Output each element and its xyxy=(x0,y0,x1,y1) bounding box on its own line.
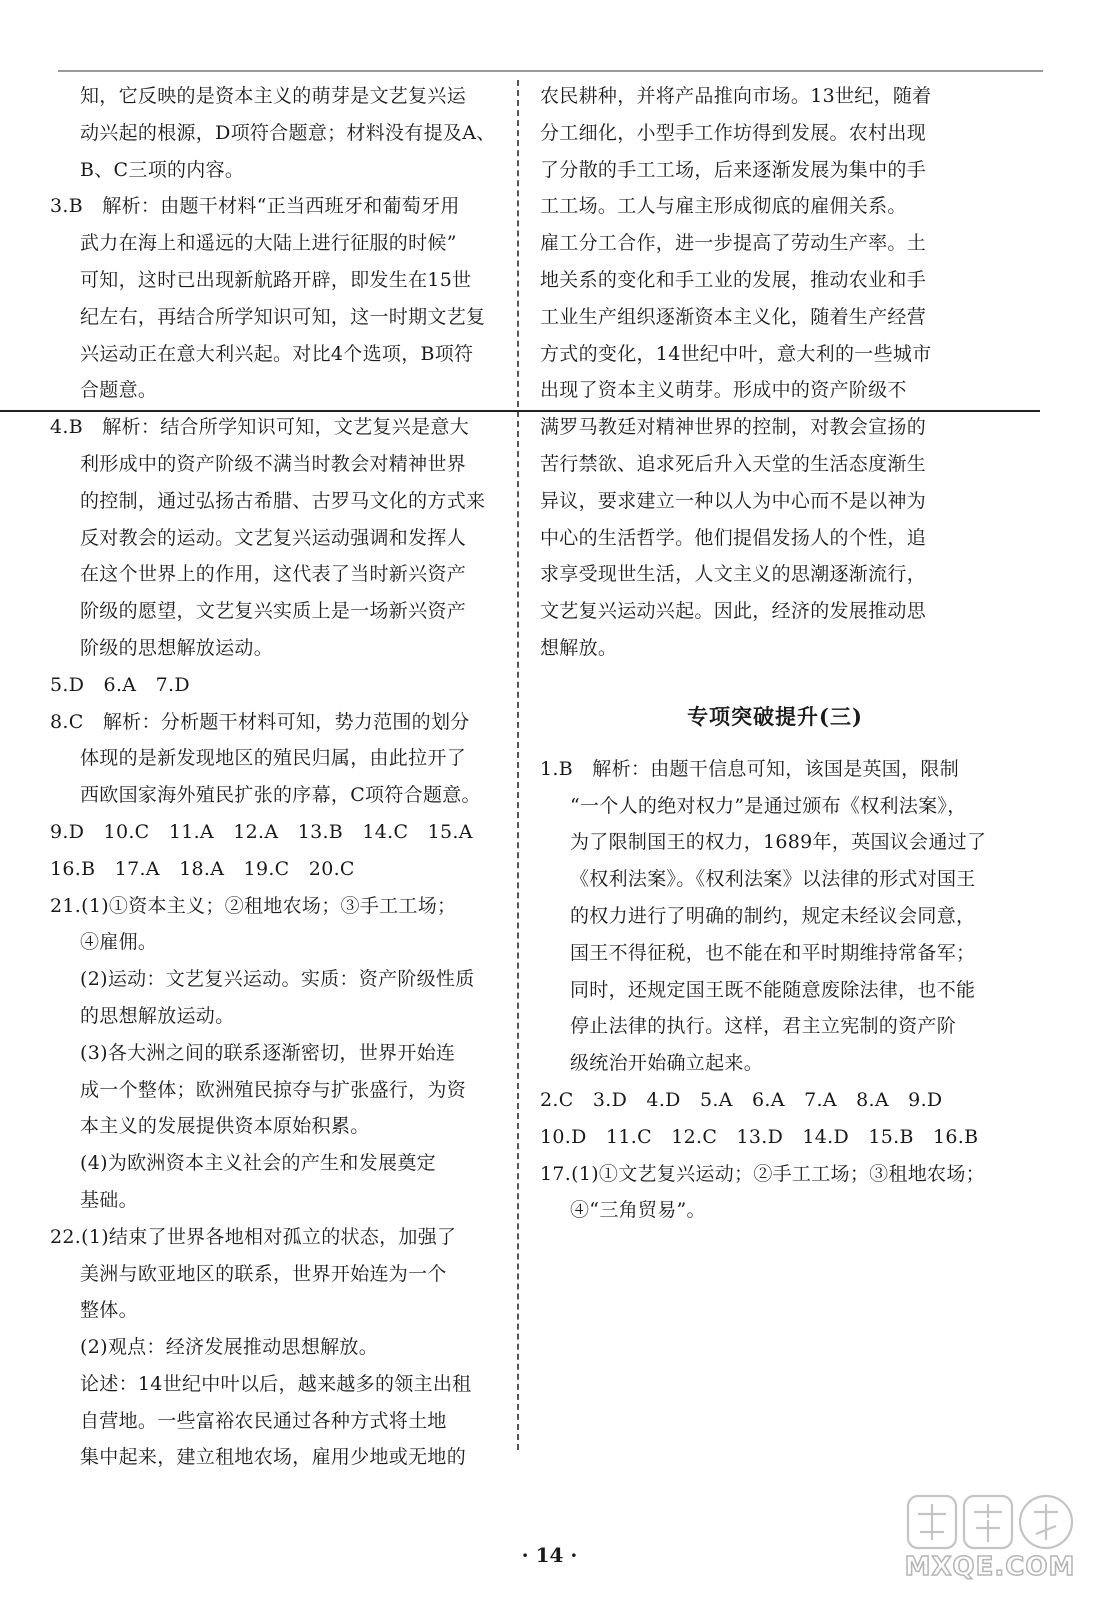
text-line: 农民耕种，并将产品推向市场。13世纪，随着 xyxy=(540,85,932,107)
text-line: 5.D 6.A 7.D xyxy=(50,673,190,696)
watermark-text: MXQE.COM xyxy=(904,1552,1076,1582)
text-line: 停止法律的执行。这样，君主立宪制的资产阶 xyxy=(570,1015,957,1038)
right-bottom-text xyxy=(540,751,1010,1229)
text-line: 基础。 xyxy=(80,1188,138,1211)
text-line: 本主义的发展提供资本原始积累。 xyxy=(80,1115,370,1138)
text-line: 美洲与欧亚地区的联系，世界开始连为一个 xyxy=(80,1262,447,1285)
text-line: (4)为欧洲资本主义社会的产生和发展奠定 xyxy=(80,1152,436,1175)
column-divider xyxy=(517,80,519,1450)
text-line: 出现了资本主义萌芽。形成中的资产阶级不 xyxy=(540,379,907,402)
watermark-icon xyxy=(900,1490,1080,1554)
text-line: 21.(1)①资本主义；②租地农场；③手工工场； xyxy=(50,894,457,917)
text-line: 纪左右，再结合所学知识可知，这一时期文艺复 xyxy=(80,305,486,328)
text-line: 动兴起的根源，D项符合题意；材料没有提及A、 xyxy=(80,121,496,144)
text-line: 在这个世界上的作用，这代表了当时新兴资产 xyxy=(80,563,467,586)
text-line: 武力在海上和遥远的大陆上进行征服的时候” xyxy=(80,232,457,255)
text-line: 9.D 10.C 11.A 12.A 13.B 14.C 15.A xyxy=(50,820,473,843)
text-line: 地关系的变化和手工业的发展，推动农业和手 xyxy=(540,268,927,291)
text-line: 级统治开始确立起来。 xyxy=(570,1052,764,1075)
top-rule xyxy=(58,70,1043,72)
text-line: 22.(1)结束了世界各地相对孤立的状态，加强了 xyxy=(50,1225,457,1248)
right-column xyxy=(540,78,1010,1229)
text-line: 西欧国家海外殖民扩张的序幕，C项符合题意。 xyxy=(80,784,481,807)
text-line: 方式的变化，14世纪中叶，意大利的一些城市 xyxy=(540,342,932,365)
text-line: 2.C 3.D 4.D 5.A 6.A 7.A 8.A 9.D xyxy=(540,1088,943,1111)
right-top-text xyxy=(540,78,1010,667)
text-line: 中心的生活哲学。他们提倡发扬人的个性，追 xyxy=(540,526,927,549)
text-line: 反对教会的运动。文艺复兴运动强调和发挥人 xyxy=(80,526,467,549)
page-number: · 14 · xyxy=(521,1543,578,1567)
text-line: 合题意。 xyxy=(80,379,158,402)
text-line: 工工场。工人与雇主形成彻底的雇佣关系。 xyxy=(540,195,907,218)
text-line: “一个人的绝对权力”是通过颁布《权利法案》， xyxy=(570,794,967,817)
text-line: (3)各大洲之间的联系逐渐密切，世界开始连 xyxy=(80,1041,456,1064)
left-column xyxy=(50,78,505,1476)
text-line: 利形成中的资产阶级不满当时教会对精神世界 xyxy=(80,452,467,475)
text-line: 阶级的思想解放运动。 xyxy=(80,636,274,659)
text-line: 3.B 解析：由题干材料“正当西班牙和葡萄牙用 xyxy=(50,195,460,218)
text-line: 知，它反映的是资本主义的萌芽是文艺复兴运 xyxy=(80,85,467,107)
text-line: 体现的是新发现地区的殖民归属，由此拉开了 xyxy=(80,747,467,770)
text-line: 工业生产组织逐渐资本主义化，随着生产经营 xyxy=(540,305,927,328)
text-line: 成一个整体；欧洲殖民掠夺与扩张盛行，为资 xyxy=(80,1078,467,1101)
text-line: 论述：14世纪中叶以后，越来越多的领主出租 xyxy=(80,1372,472,1395)
text-line: 8.C 解析：分析题干材料可知，势力范围的划分 xyxy=(50,710,470,733)
text-line: 10.D 11.C 12.C 13.D 14.D 15.B 16.B xyxy=(540,1125,979,1148)
text-line: 分工细化，小型手工作坊得到发展。农村出现 xyxy=(540,121,927,144)
text-line: 国王不得征税，也不能在和平时期维持常备军； xyxy=(570,941,976,964)
text-line: 同时，还规定国王既不能随意废除法律，也不能 xyxy=(570,978,976,1001)
text-line: 整体。 xyxy=(80,1299,138,1322)
watermark-logo xyxy=(900,1490,1080,1594)
text-line: 《权利法案》。《权利法案》以法律的形式对国王 xyxy=(570,868,976,891)
text-line: 的控制，通过弘扬古希腊、古罗马文化的方式来 xyxy=(80,489,486,512)
text-line: 为了限制国王的权力，1689年，英国议会通过了 xyxy=(570,831,987,854)
text-line: 16.B 17.A 18.A 19.C 20.C xyxy=(50,857,355,880)
text-line: 文艺复兴运动兴起。因此，经济的发展推动思 xyxy=(540,600,927,623)
text-line: 求享受现世生活，人文主义的思潮逐渐流行， xyxy=(540,563,927,586)
text-line: (2)观点：经济发展推动思想解放。 xyxy=(80,1336,379,1359)
text-line: 自营地。一些富裕农民通过各种方式将土地 xyxy=(80,1409,447,1432)
text-line: 满罗马教廷对精神世界的控制，对教会宣扬的 xyxy=(540,416,927,439)
text-line: 了分散的手工工场，后来逐渐发展为集中的手 xyxy=(540,158,927,181)
text-line: 4.B 解析：结合所学知识可知，文艺复兴是意大 xyxy=(50,416,469,439)
text-line: ④雇佣。 xyxy=(80,931,158,954)
text-line: 阶级的愿望，文艺复兴实质上是一场新兴资产 xyxy=(80,600,467,623)
text-line: 雇工分工合作，进一步提高了劳动生产率。土 xyxy=(540,232,927,255)
text-line: 可知，这时已出现新航路开辟，即发生在15世 xyxy=(80,268,472,291)
text-line: 1.B 解析：由题干信息可知，该国是英国，限制 xyxy=(540,757,959,780)
text-line: 想解放。 xyxy=(540,636,618,659)
text-line: B、C三项的内容。 xyxy=(80,158,245,181)
text-line: 的权力进行了明确的制约，规定未经议会同意， xyxy=(570,904,976,927)
text-line: (2)运动：文艺复兴运动。实质：资产阶级性质 xyxy=(80,968,475,991)
text-line: ④“三角贸易”。 xyxy=(570,1199,706,1222)
text-line: 的思想解放运动。 xyxy=(80,1004,235,1027)
text-line: 集中起来，建立租地农场，雇用少地或无地的 xyxy=(80,1446,467,1469)
text-line: 兴运动正在意大利兴起。对比4个选项，B项符 xyxy=(80,342,474,365)
section-title: 专项突破提升(三) xyxy=(687,703,863,729)
text-line: 苦行禁欲、追求死后升入天堂的生活态度渐生 xyxy=(540,452,927,475)
text-line: 17.(1)①文艺复兴运动；②手工工场；③租地农场； xyxy=(540,1162,985,1185)
text-line: 异议，要求建立一种以人为中心而不是以神为 xyxy=(540,489,927,512)
